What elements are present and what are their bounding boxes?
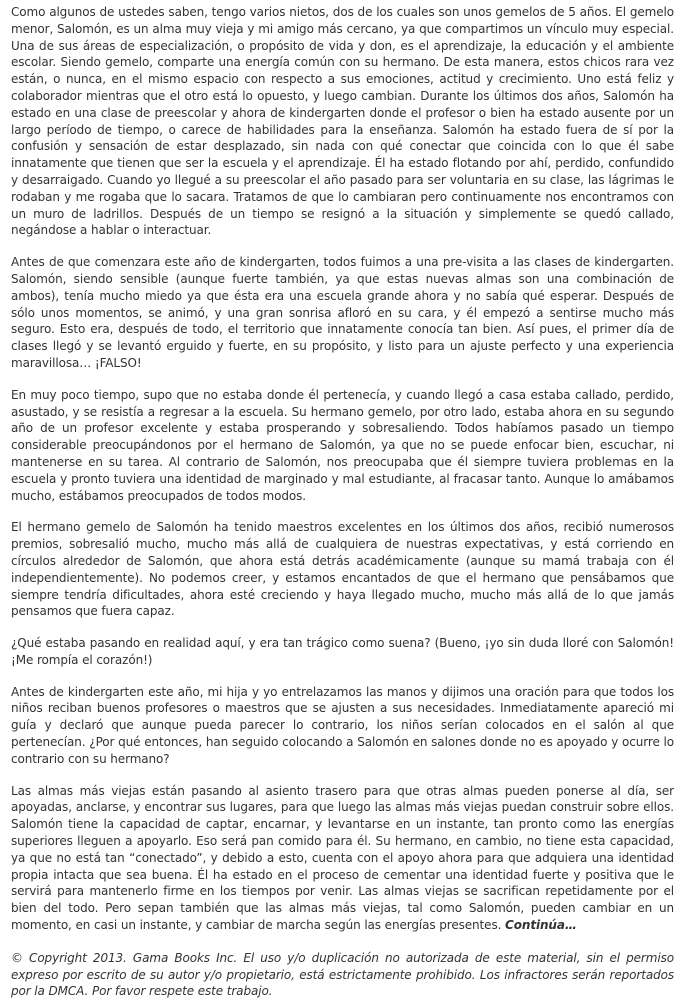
paragraph-7 xyxy=(11,783,674,934)
paragraph-7-text: Las almas más viejas están pasando al asiento trasero para que otras almas pueden ponerse al día, ser apoyadas, anclarse, y encontrar sus lugares, para que luego las almas más viejas puedan construir sobre ellos. Salomón tiene la capacidad de captar, encarnar, y levantarse en un instante, tan pronto como las energías superiores lleguen a apoyarlo. Eso será pan comido para él. Su hermano, en cambio, no tiene esta capacidad, ya que no está tan “conectado”, y debido a esto, cuenta con el apoyo ahora para que adquiera una identidad propia intacta que sea buena. Él ha estado en el proceso de cementar una identidad fuerte y positiva que le servirá para mantenerlo firme en los tiempos por venir. Las almas viejas se sacrifican repetidamente por el bien del todo. Pero sepan también que las almas más viejas, tal como Salomón, pueden cambiar en un momento, en casi un instante, y cambiar de marcha según las energías presentes. xyxy=(11,783,674,933)
copyright-notice: © Copyright 2013. Gama Books Inc. El uso y/o duplicación no autorizada de este material, sin el permiso expreso por escrito de su autor y/o propietario, está estrictamente prohibido. Los infractores serán reportados por la DMCA. Por favor respete este trabajo. xyxy=(11,950,674,999)
paragraph-5: ¿Qué estaba pasando en realidad aquí, y era tan trágico como suena? (Bueno, ¡yo sin duda lloré con Salomón! ¡Me rompía el corazón!) xyxy=(11,636,674,667)
paragraph-1: Como algunos de ustedes saben, tengo varios nietos, dos de los cuales son unos gemelos de 5 años. El gemelo menor, Salomón, es un alma muy vieja y mi amigo más cercano, ya que compartimos un vínculo muy especial. Una de sus áreas de especialización, o propósito de vida y don, es el aprendizaje, la educación y el ambiente escolar. Siendo gemelo, comparte una energía común con su hermano. De esta manera, estos chicos rara vez están, o nunca, en el mismo espacio con respecto a sus emociones, actitud y crecimiento. Uno está feliz y colaborador mientras que el otro está lo opuesto, y luego cambian. Durante los últimos dos años, Salomón ha estado en una clase de preescolar y ahora de kindergarten donde el profesor o bien ha estado ausente por un largo período de tiempo, o carece de habilidades para la enseñanza. Salomón ha estado fuera de sí por la confusión y sensación de estar desplazado, sin nada con qué conectar que coincida con lo que él sabe innatamente que tienen que ser la escuela y el aprendizaje. Él ha estado flotando por ahí, perdido, confundido y desarraigado. Cuando yo llegué a su preescolar el año pasado para ser voluntaria en su clase, las lágrimas le rodaban y me rogaba que lo sacara. Tratamos de que lo cambiaran pero continuamente nos encontramos con un muro de ladrillos. Después de un tiempo se resignó a la situación y simplemente se quedó callado, negándose a hablar o interactuar. xyxy=(11,5,674,238)
paragraph-3: En muy poco tiempo, supo que no estaba donde él pertenecía, y cuando llegó a casa estaba callado, perdido, asustado, y se resistía a regresar a la escuela. Su hermano gemelo, por otro lado, estaba ahora en su segundo año de un profesor excelente y estaba prosperando y sobresaliendo. Todos habíamos pasado un tiempo considerable preocupándonos por el hermano de Salomón, ya que no se puede enfocar bien, escuchar, ni mantenerse en su tarea. Al contrario de Salomón, nos preocupaba que él siempre tuviera problemas en la escuela y pronto tuviera una identidad de marginado y mal estudiante, al fracasar tanto. Aunque lo amábamos mucho, estábamos preocupados de todos modos. xyxy=(11,387,674,503)
paragraph-2: Antes de que comenzara este año de kindergarten, todos fuimos a una pre-visita a las clases de kindergarten. Salomón, siendo sensible (aunque fuerte también, ya que estas nuevas almas son una combinación de ambos), tenía mucho miedo ya que ésta era una escuela grande ahora y no sabía qué esperar. Después de sólo unos momentos, se animó, y una gran sonrisa afloró en su cara, y él empezó a sentirse mucho más seguro. Esto era, después de todo, el territorio que innatamente conocía tan bien. Así pues, el primer día de clases llegó y se levantó erguido y fuerte, en su propósito, y listo para un ajuste perfecto y una experiencia maravillosa… ¡FALSO! xyxy=(11,255,674,370)
continue-label: Continúa… xyxy=(505,918,577,933)
paragraph-4: El hermano gemelo de Salomón ha tenido maestros excelentes en los últimos dos años, recibió numerosos premios, sobresalió mucho, mucho más allá de cualquiera de nuestras expectativas, y está corriendo en círculos alrededor de Salomón, que ahora está detrás académicamente (aunque su mamá trabaja con él independientemente). No podemos creer, y estamos encantados de que el hermano que pensábamos que siempre tendría dificultades, ahora esté creciendo y haya llegado mucho, mucho más allá de lo que jamás pensamos que fuera capaz. xyxy=(11,520,674,619)
paragraph-6: Antes de kindergarten este año, mi hija y yo entrelazamos las manos y dijimos una oración para que todos los niños reciban buenos profesores o maestros que se ajusten a sus necesidades. Inmediatamente apareció mi guía y declaró que aunque pueda parecer lo contrario, los niños serían colocados en el salón al que pertenecían. ¿Por qué entonces, han seguido colocando a Salomón en salones donde no es apoyado y ocurre lo contrario con su hermano? xyxy=(11,684,674,766)
